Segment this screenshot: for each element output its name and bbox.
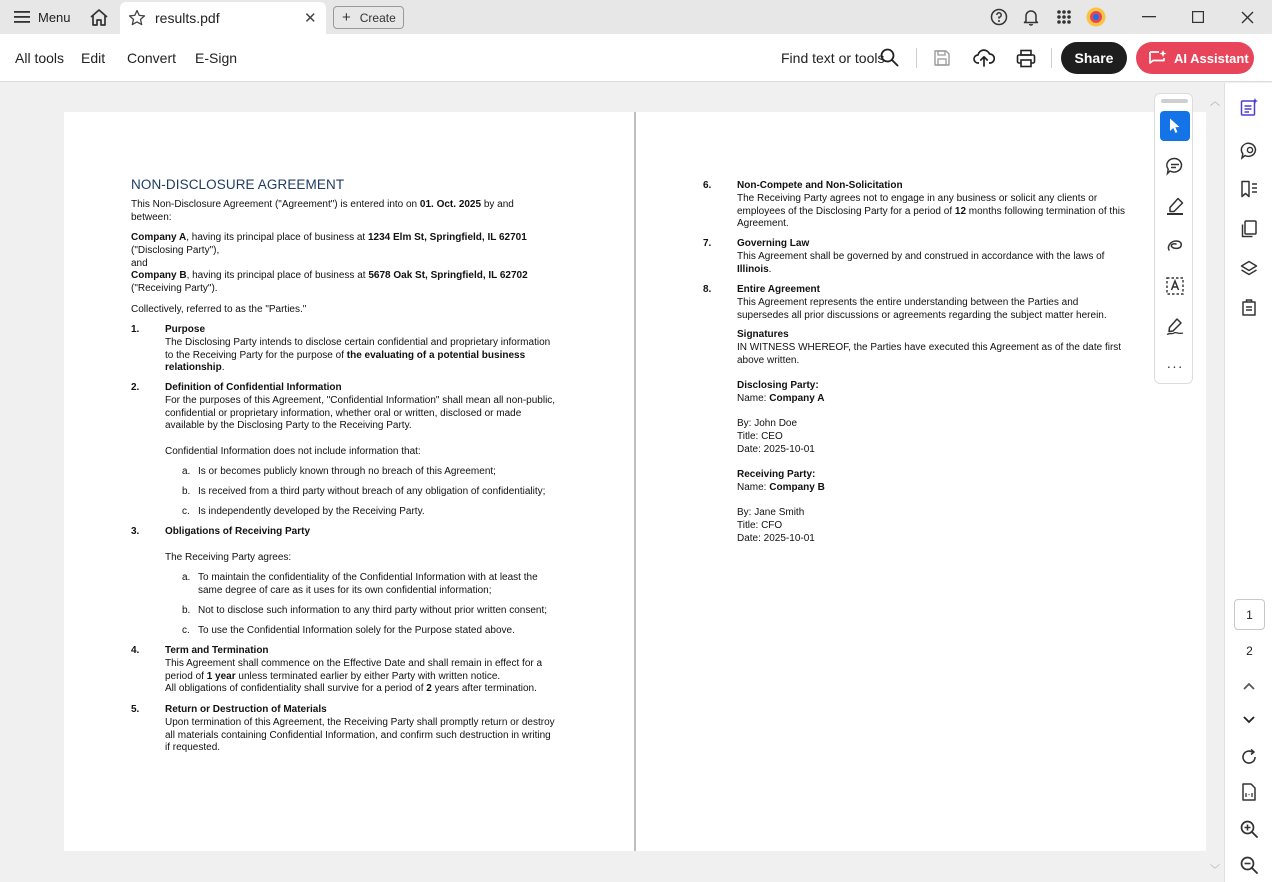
- section-text: The Disclosing Party intends to disclose certain confidential and proprietary information: [165, 336, 551, 348]
- intro-text: This Non-Disclosure Agreement ("Agreement") is entered into on: [131, 199, 420, 210]
- section-title: Governing Law: [737, 238, 810, 249]
- list-label: c.: [182, 625, 190, 636]
- signature-date: Date: 2025-10-01: [737, 443, 815, 455]
- party-b-address: 5678 Oak St, Springfield, IL 62702: [368, 270, 528, 282]
- section-text-bold: the evaluating of a potential business: [346, 349, 526, 361]
- intro-paragraph: [131, 199, 571, 225]
- tab-close-icon[interactable]: ✕: [304, 10, 317, 27]
- section-text: supersedes all prior discussions or agreements regarding the subject matter herein.: [737, 309, 1107, 321]
- document-title: NON-DISCLOSURE AGREEMENT: [131, 177, 345, 192]
- party-a-name: Company A: [131, 232, 187, 243]
- section-definition: [165, 382, 575, 433]
- comment-tool-icon[interactable]: [1160, 151, 1190, 181]
- section-title: Term and Termination: [165, 645, 269, 656]
- ai-assistant-label: AI Assistant: [1174, 50, 1249, 66]
- refresh-icon[interactable]: [1237, 745, 1261, 769]
- convert-menu[interactable]: Convert: [127, 50, 177, 66]
- print-icon[interactable]: [1015, 47, 1037, 69]
- page-indicator-other[interactable]: 2: [1246, 644, 1253, 658]
- section-title: Signatures: [737, 329, 789, 340]
- highlight-tool-icon[interactable]: [1160, 191, 1190, 221]
- home-button[interactable]: [86, 6, 112, 28]
- pdf-page-2: [636, 112, 1206, 851]
- section-return: [165, 704, 575, 755]
- list-label: c.: [182, 506, 190, 517]
- section-title: Entire Agreement: [737, 284, 820, 295]
- section-text-bold: 2: [426, 683, 432, 695]
- signature-date: Date: 2025-10-01: [737, 532, 815, 544]
- home-icon: [89, 8, 109, 27]
- signature-field-label: Name:: [737, 481, 770, 493]
- list-item: Not to disclose such information to any third party without prior written consent;: [198, 605, 548, 616]
- minimize-button[interactable]: [1137, 6, 1161, 28]
- help-icon[interactable]: [989, 7, 1009, 27]
- list-item: To use the Confidential Information solely for the Purpose stated above.: [198, 625, 515, 636]
- obligations-intro: The Receiving Party agrees:: [165, 552, 292, 563]
- vertical-scrollbar[interactable]: [1208, 83, 1224, 882]
- section-text: All obligations of confidentiality shall survive for a period of: [165, 683, 427, 695]
- scroll-up-icon[interactable]: ︿: [1210, 97, 1220, 108]
- create-label: Create: [359, 10, 396, 25]
- zoom-in-icon[interactable]: [1237, 817, 1261, 841]
- section-title: Definition of Confidential Information: [165, 382, 342, 393]
- list-label: b.: [182, 486, 191, 497]
- receiving-party-signature: [737, 469, 1147, 546]
- section-text: .: [768, 263, 772, 275]
- section-text: years after termination.: [431, 683, 537, 695]
- section-title: Return or Destruction of Materials: [165, 704, 327, 715]
- search-icon[interactable]: [880, 48, 899, 72]
- section-title: Obligations of Receiving Party: [165, 526, 311, 537]
- party-b-text: , having its principal place of business at: [186, 270, 369, 282]
- save-icon[interactable]: [931, 47, 953, 69]
- more-tools-icon[interactable]: ···: [1166, 358, 1184, 374]
- main-toolbar: [0, 34, 1272, 82]
- section-text: to the Receiving Party for the purpose of: [165, 349, 347, 361]
- toolbar-divider: [916, 48, 917, 68]
- ai-assistant-button[interactable]: [1136, 42, 1254, 74]
- quick-tools-panel: [1154, 93, 1193, 384]
- layers-icon[interactable]: [1237, 257, 1261, 281]
- scroll-down-icon[interactable]: ﹀: [1210, 865, 1220, 876]
- section-number: 1.: [131, 324, 140, 335]
- window-close-button[interactable]: [1235, 6, 1259, 28]
- signature-name: Company B: [769, 481, 825, 493]
- section-purpose: [165, 324, 575, 375]
- drag-handle[interactable]: [1161, 99, 1188, 103]
- section-text: confidential or proprietary information, whether oral or written, disclosed or made: [165, 407, 522, 419]
- section-number: 3.: [131, 526, 140, 537]
- party-b-role: ("Receiving Party").: [131, 283, 218, 295]
- signature-title: Title: CFO: [737, 520, 783, 532]
- signature-name: Company A: [769, 392, 825, 404]
- cloud-upload-icon[interactable]: [973, 47, 995, 69]
- section-number: 4.: [131, 645, 140, 656]
- list-label: b.: [182, 605, 191, 616]
- section-title: Purpose: [165, 324, 206, 335]
- bookmarks-icon[interactable]: [1237, 177, 1261, 201]
- menu-button[interactable]: [0, 0, 71, 34]
- esign-menu[interactable]: E-Sign: [195, 50, 238, 66]
- tab-title: results.pdf: [155, 10, 220, 26]
- list-item: [198, 572, 568, 598]
- section-text: Agreement.: [737, 218, 789, 230]
- draw-tool-icon[interactable]: [1160, 231, 1190, 261]
- menu-label: Menu: [38, 9, 71, 25]
- signature-by: By: John Doe: [737, 418, 798, 430]
- section-text-bold: Illinois: [737, 263, 769, 275]
- section-text: IN WITNESS WHEREOF, the Parties have executed this Agreement as of the date first: [737, 341, 1122, 353]
- signature-label: Disclosing Party:: [737, 380, 819, 391]
- and-text: and: [131, 257, 148, 269]
- section-text: employees of the Disclosing Party for a period of: [737, 205, 955, 217]
- section-text: unless terminated earlier by either Party with written notice.: [235, 670, 501, 682]
- party-a-text: , having its principal place of business at: [186, 232, 368, 243]
- section-text: .: [221, 362, 225, 374]
- section-text: This Agreement represents the entire understanding between the Parties and: [737, 296, 1079, 308]
- sign-tool-icon[interactable]: [1160, 311, 1190, 341]
- title-bar: [0, 0, 1272, 34]
- section-text: This Agreement shall be governed by and construed in accordance with the laws of: [737, 250, 1105, 262]
- section-text: above written.: [737, 354, 800, 366]
- hamburger-icon: [14, 11, 30, 23]
- text-select-tool-icon[interactable]: [1160, 271, 1190, 301]
- list-item: Is received from a third party without breach of any obligation of confidentiality;: [198, 486, 546, 497]
- exclusions-intro: Confidential Information does not include information that:: [165, 446, 421, 457]
- plus-icon: +: [342, 9, 351, 26]
- section-obligations-title: [165, 526, 575, 539]
- comments-icon[interactable]: [1237, 139, 1261, 163]
- section-text: all materials containing Confidential Information, and confirm such destruction in writing: [165, 729, 551, 741]
- intro-text: between:: [131, 211, 172, 223]
- list-label: a.: [182, 466, 191, 477]
- document-viewport[interactable]: [0, 83, 1224, 882]
- section-text: This Agreement shall commence on the Effective Date and shall remain in effect for a: [165, 657, 543, 669]
- list-item: Is independently developed by the Receiving Party.: [198, 506, 425, 517]
- apps-grid-icon[interactable]: [1054, 7, 1074, 27]
- section-non-compete: [737, 180, 1147, 231]
- select-tool-icon[interactable]: [1160, 111, 1190, 141]
- section-text: available by the Disclosing Party to the Receiving Party.: [165, 420, 412, 432]
- zoom-out-icon[interactable]: [1237, 853, 1261, 877]
- star-icon[interactable]: [128, 9, 146, 32]
- signature-field-label: Name:: [737, 392, 770, 404]
- section-number: 8.: [703, 284, 712, 295]
- pages-icon[interactable]: [1237, 217, 1261, 241]
- section-text: Upon termination of this Agreement, the Receiving Party shall promptly return or destroy: [165, 716, 555, 728]
- disclosing-party-signature: [737, 380, 1147, 457]
- list-label: a.: [182, 572, 191, 583]
- chevron-up-icon[interactable]: [1237, 674, 1261, 698]
- section-number: 2.: [131, 382, 140, 393]
- section-title: Non-Compete and Non-Solicitation: [737, 180, 903, 191]
- intro-text: by and: [481, 199, 514, 210]
- party-a-address: 1234 Elm St, Springfield, IL 62701: [367, 232, 527, 243]
- bell-icon[interactable]: [1021, 7, 1041, 27]
- section-number: 6.: [703, 180, 712, 191]
- signature-by: By: Jane Smith: [737, 507, 805, 519]
- section-text: months following termination of this: [966, 205, 1125, 217]
- fit-page-icon[interactable]: [1237, 780, 1261, 804]
- section-text: The Receiving Party agrees not to engage in any business or solicit any clients or: [737, 192, 1098, 204]
- party-a-role: ("Disclosing Party"),: [131, 244, 220, 256]
- find-text-button[interactable]: Find text or tools: [781, 50, 885, 66]
- collectively-text: Collectively, referred to as the "Parties.": [131, 304, 307, 315]
- party-a-block: [131, 232, 571, 296]
- pdf-page-1: [64, 112, 634, 851]
- right-rail: [1224, 83, 1272, 882]
- agreement-date: 01. Oct. 2025: [419, 199, 482, 210]
- share-button[interactable]: Share: [1061, 42, 1127, 74]
- section-number: 5.: [131, 704, 140, 715]
- list-item: Is or becomes publicly known through no breach of this Agreement;: [198, 466, 496, 477]
- section-text-bold: 12: [954, 205, 967, 217]
- section-term: [165, 645, 575, 696]
- document-ai-icon[interactable]: [1237, 95, 1261, 119]
- avatar[interactable]: [1086, 7, 1106, 27]
- signature-label: Receiving Party:: [737, 469, 816, 480]
- section-number: 7.: [703, 238, 712, 249]
- section-text-bold: 1 year: [206, 670, 236, 682]
- all-tools-menu[interactable]: All tools: [15, 50, 65, 66]
- list-item-text: To maintain the confidentiality of the Confidential Information with at least the: [198, 572, 538, 583]
- document-tab[interactable]: [120, 2, 326, 34]
- ai-assistant-icon: [1148, 49, 1168, 67]
- section-text: if requested.: [165, 742, 221, 754]
- signature-title: Title: CEO: [737, 431, 783, 443]
- list-item-text: same degree of care as it uses for its own confidential information;: [198, 584, 492, 596]
- attachments-icon[interactable]: [1237, 295, 1261, 319]
- signatures-block: [737, 329, 1147, 367]
- section-text: period of: [165, 670, 207, 682]
- section-text: For the purposes of this Agreement, "Confidential Information" shall mean all non-public,: [165, 394, 556, 406]
- section-governing-law: [737, 238, 1147, 276]
- section-text-bold: relationship: [165, 362, 222, 374]
- chevron-down-icon[interactable]: [1237, 707, 1261, 731]
- maximize-button[interactable]: [1186, 6, 1210, 28]
- toolbar-divider: [1051, 48, 1052, 68]
- party-b-name: Company B: [131, 270, 187, 282]
- edit-menu[interactable]: Edit: [81, 50, 106, 66]
- create-button[interactable]: [333, 6, 404, 29]
- page-indicator-current[interactable]: 1: [1234, 599, 1265, 630]
- section-entire-agreement: [737, 284, 1147, 322]
